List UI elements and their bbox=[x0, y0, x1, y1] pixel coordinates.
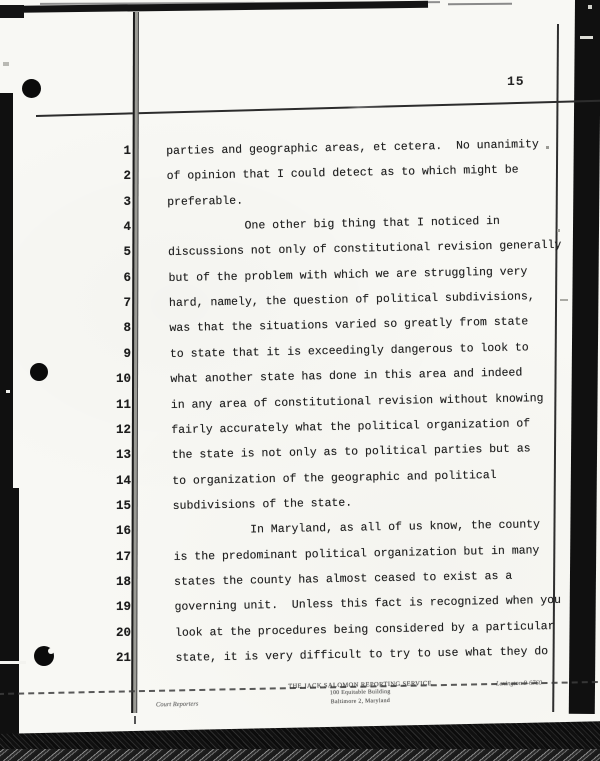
hole-punch-middle bbox=[30, 363, 48, 381]
transcript-text-line: One other big thing that I noticed in bbox=[244, 214, 501, 233]
scan-speck bbox=[557, 229, 560, 232]
line-number: 10 bbox=[115, 372, 131, 387]
scanner-edge-bottom-speckle bbox=[0, 749, 600, 761]
footer-reporting-service-block bbox=[246, 679, 474, 708]
transcript-text-line: state, it is very difficult to try to use what they do bbox=[175, 645, 549, 665]
line-number: 20 bbox=[115, 625, 131, 640]
hole-punch-top bbox=[22, 79, 41, 98]
scan-speck bbox=[546, 146, 549, 149]
line-number: 4 bbox=[123, 220, 131, 235]
line-number: 19 bbox=[115, 600, 131, 615]
scan-speck bbox=[0, 661, 26, 664]
transcript-text-line: hard, namely, the question of political subdivisions, bbox=[168, 290, 535, 311]
scan-speck bbox=[560, 299, 568, 301]
transcript-text-line: preferable. bbox=[167, 194, 244, 209]
transcript-text-line: governing unit. Unless this fact is recognized when you bbox=[174, 594, 562, 615]
hole-punch-bottom-notch bbox=[48, 648, 54, 654]
line-number: 13 bbox=[115, 448, 131, 463]
line-number: 2 bbox=[123, 169, 131, 184]
line-number: 15 bbox=[115, 498, 131, 513]
transcript-text-line: of opinion that I could detect as to which might be bbox=[166, 163, 519, 184]
scan-speck bbox=[3, 62, 9, 66]
line-number: 8 bbox=[123, 321, 131, 336]
line-number: 9 bbox=[123, 346, 131, 361]
footer-address-line1: 100 Equitable Building bbox=[329, 688, 391, 697]
line-number: 1 bbox=[123, 144, 131, 158]
transcript-text-line: the state is not only as to political parties but as bbox=[171, 442, 531, 463]
transcript-text-line: discussions not only of constitutional revision generally bbox=[167, 239, 562, 260]
line-number: 18 bbox=[115, 574, 131, 589]
line-number: 3 bbox=[123, 194, 131, 209]
line-number-column bbox=[0, 0, 131, 761]
footer-address-line2: Baltimore 2, Maryland bbox=[330, 697, 391, 705]
line-number: 7 bbox=[123, 296, 131, 311]
transcript-text-line: to organization of the geographic and political bbox=[172, 468, 497, 488]
line-number: 6 bbox=[123, 270, 131, 285]
scan-speck bbox=[580, 36, 593, 39]
transcript-text-line: to state that it is exceedingly dangerous to look to bbox=[169, 341, 529, 361]
footer-service-name: THE JACK SALOMON REPORTING SERVICE bbox=[288, 680, 432, 691]
transcript-text-line: In Maryland, as all of us know, the county bbox=[250, 518, 541, 537]
transcript-text-line: parties and geographic areas, et cetera. No unanimity bbox=[166, 138, 539, 158]
transcript-text-line: look at the procedures being considered by a particular bbox=[174, 619, 555, 640]
scan-speck bbox=[588, 5, 592, 9]
line-number: 12 bbox=[115, 422, 131, 437]
line-number: 16 bbox=[115, 524, 131, 539]
transcript-text-line: states the county has almost ceased to exist as a bbox=[174, 569, 513, 589]
transcript-text-line: what another state has done in this area and indeed bbox=[170, 366, 523, 387]
footer-left-caption: Court Reporters bbox=[155, 700, 199, 709]
scan-speck bbox=[6, 390, 10, 393]
transcript-text-line: was that the situations varied so greatly from state bbox=[169, 315, 529, 336]
page-number: 15 bbox=[507, 74, 525, 89]
margin-vertical-rule bbox=[131, 12, 139, 713]
footer-phone: Lexington 9-6760 bbox=[495, 679, 543, 688]
line-number: 11 bbox=[115, 397, 131, 412]
line-number: 5 bbox=[123, 245, 131, 260]
margin-vertical-rule-tail bbox=[134, 716, 136, 724]
transcript-lines bbox=[166, 132, 580, 699]
transcript-text-line: fairly accurately what the political organization of bbox=[171, 417, 531, 437]
line-number: 14 bbox=[115, 473, 131, 488]
scanner-edge-top-dash bbox=[448, 3, 512, 5]
transcript-text-line: but of the problem with which we are struggling very bbox=[168, 265, 528, 285]
transcript-text-line: is the predominant political organization but in many bbox=[173, 543, 540, 564]
transcript-text-line: subdivisions of the state. bbox=[172, 496, 353, 513]
transcript-text-line: in any area of constitutional revision without knowing bbox=[170, 391, 544, 412]
line-number: 21 bbox=[115, 651, 131, 665]
line-number: 17 bbox=[115, 549, 131, 564]
